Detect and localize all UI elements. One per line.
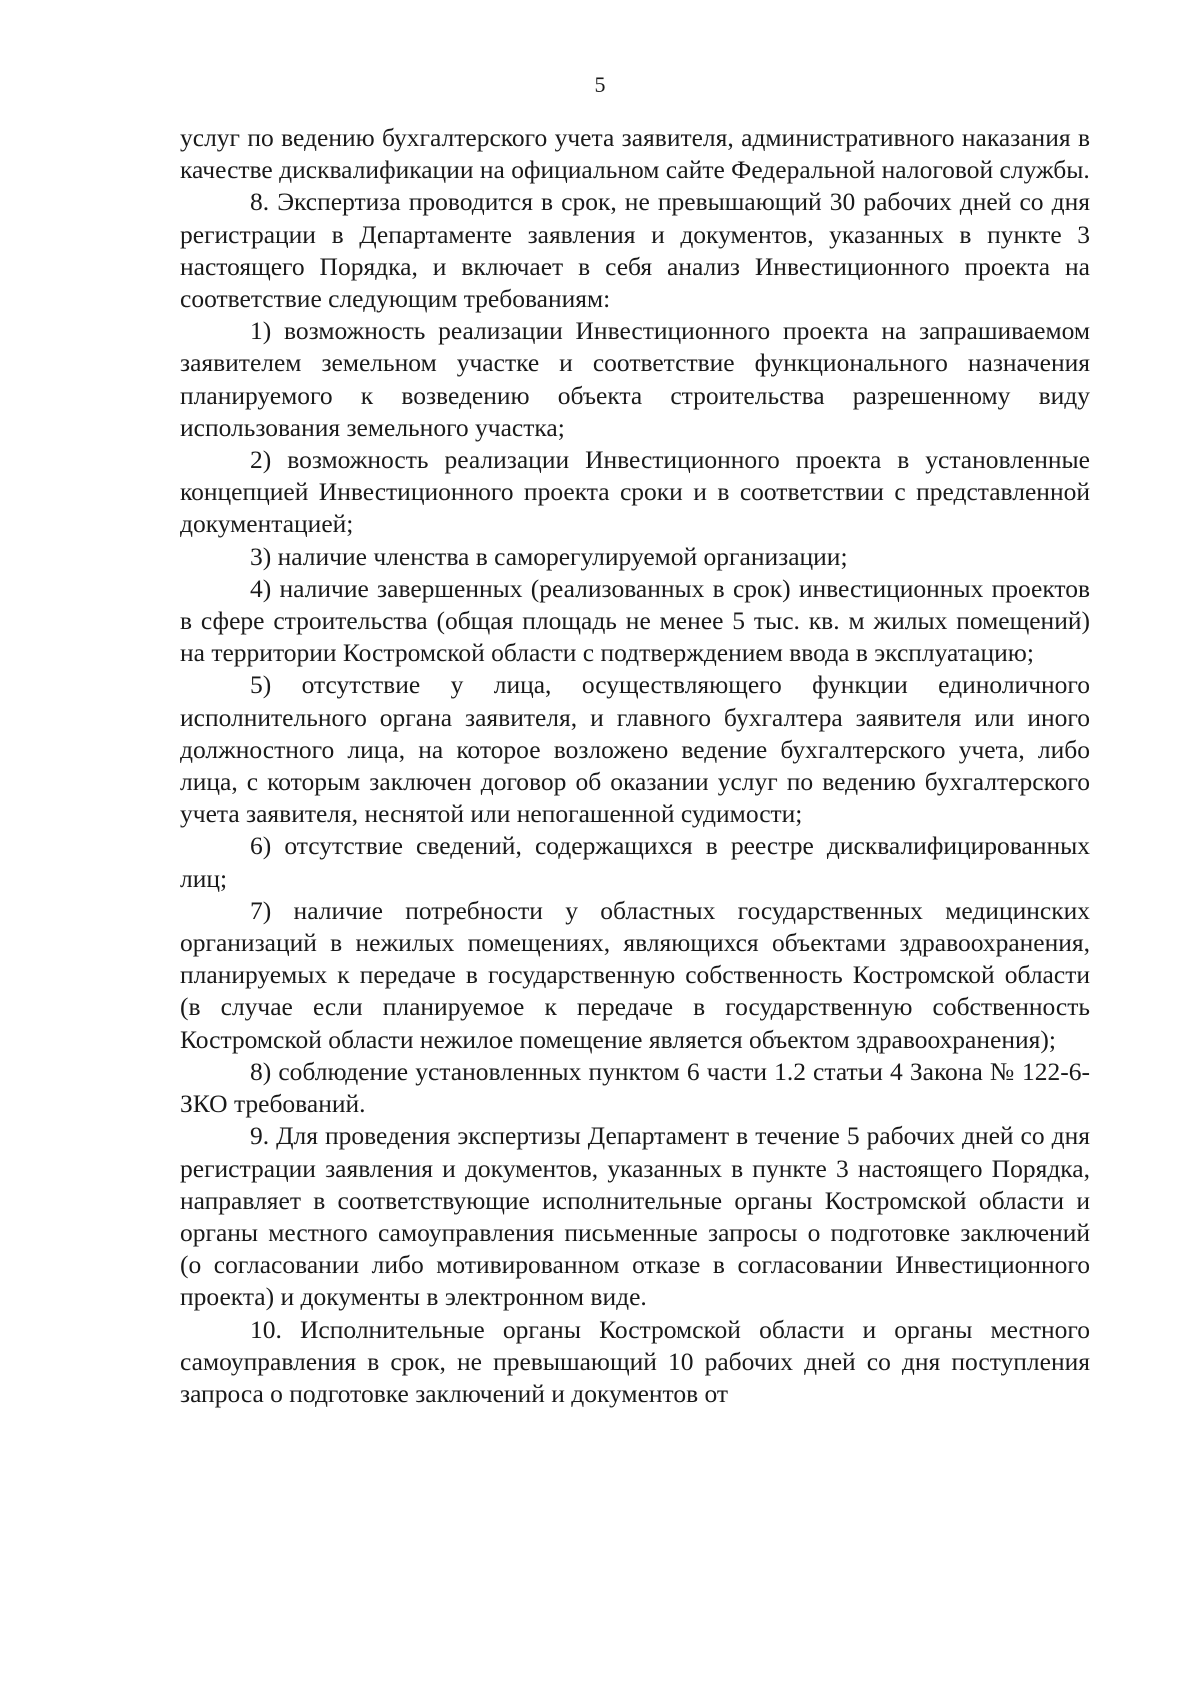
paragraph-item-9: 9. Для проведения экспертизы Департамент в течение 5 рабочих дней со дня регистрации заявления и документов, указанных в пункте 3 настоящего Порядка, направляет в соответствующие исполнительные органы Костромской области и органы местного самоуправления письменные запросы о подготовке заключений (о согласовании либо мотивированном отказе в согласовании Инвестиционного проекта) и документы в электронном виде. <box>180 1121 1090 1312</box>
paragraph-subitem-8-7: 7) наличие потребности у областных государственных медицинских организаций в нежилых помещениях, являющихся объектами здравоохранения, планируемых к передаче в государственную собственность Костромской области (в случае если планируемое к передаче в государственную собственность Костромской области нежилое помещение является объектом здравоохранения); <box>180 895 1090 1054</box>
paragraph-subitem-8-2: 2) возможность реализации Инвестиционного проекта в установленные концепцией Инвестиционного проекта сроки и в соответствии с представленной документацией; <box>180 445 1090 539</box>
paragraph-item-10: 10. Исполнительные органы Костромской области и органы местного самоуправления в срок, не превышающий 10 рабочих дней со дня поступления запроса о подготовке заключений и документов от <box>180 1314 1090 1408</box>
paragraph-subitem-8-3: 3) наличие членства в саморегулируемой организации; <box>250 541 848 571</box>
paragraph-subitem-8-5: 5) отсутствие у лица, осуществляющего функции единоличного исполнительного органа заявителя, и главного бухгалтера заявителя или иного должностного лица, на которое возложено ведение бухгалтерского учета, либо лица, с которым заключен договор об оказании услуг по ведению бухгалтерского учета заявителя, неснятой или непогашенной судимости; <box>180 670 1090 829</box>
paragraph-subitem-8-1: 1) возможность реализации Инвестиционного проекта на запрашиваемом заявителем земельном участке и соответствие функционального назначения планируемого к возведению объекта строительства разрешенному виду использования земельного участка; <box>180 316 1090 442</box>
document-body <box>180 122 1090 1410</box>
paragraph-continuation: услуг по ведению бухгалтерского учета заявителя, административного наказания в качестве дисквалификации на официальном сайте Федеральной налоговой службы. <box>180 123 1090 185</box>
paragraph-subitem-8-8: 8) соблюдение установленных пунктом 6 части 1.2 статьи 4 Закона № 122-6-ЗКО требований. <box>180 1056 1090 1119</box>
paragraph-subitem-8-4: 4) наличие завершенных (реализованных в срок) инвестиционных проектов в сфере строительства (общая площадь не менее 5 тыс. кв. м жилых помещений) на территории Костромской области с подтверждением ввода в эксплуатацию; <box>180 573 1090 668</box>
paragraph-subitem-8-6: 6) отсутствие сведений, содержащихся в реестре дисквалифицированных лиц; <box>180 831 1090 893</box>
paragraph-item-8: 8. Экспертиза проводится в срок, не превышающий 30 рабочих дней со дня регистрации в Департаменте заявления и документов, указанных в пункте 3 настоящего Порядка, и включает в себя анализ Инвестиционного проекта на соответствие следующим требованиям: <box>180 187 1090 314</box>
page-number: 5 <box>594 72 606 97</box>
